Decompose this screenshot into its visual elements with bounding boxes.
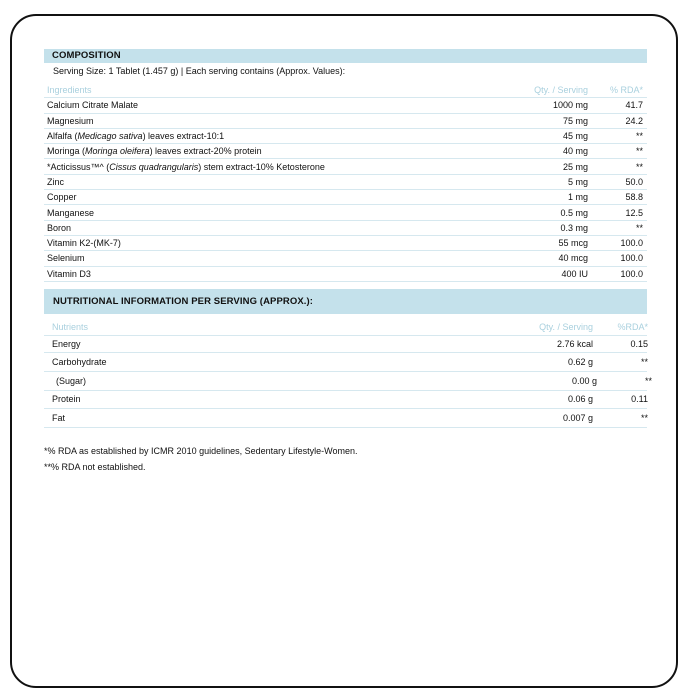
composition-header: COMPOSITION — [44, 49, 647, 63]
ingredient-rda: 50.0 — [625, 176, 643, 187]
nutrient-qty: 2.76 kcal — [556, 339, 593, 349]
ingredient-name-text: Vitamin D3 — [47, 268, 91, 279]
nutrient-rda: ** — [640, 413, 648, 424]
ingredient-name-text: *Acticissus™^ ( — [47, 161, 110, 172]
ingredient-qty: 0.3 mg — [560, 222, 588, 233]
ingredient-name — [44, 192, 447, 202]
ingredient-rda: ** — [635, 146, 643, 157]
column-header-qty: Qty. / Serving — [534, 85, 588, 96]
ingredient-name-text: Selenium — [47, 253, 85, 264]
nutrient-name: Protein — [52, 394, 81, 405]
ingredient-rda: 41.7 — [625, 100, 643, 111]
footnote-not-established: **% RDA not established. — [44, 462, 146, 472]
ingredient-name — [44, 223, 447, 233]
column-header-qty: Qty. / Serving — [539, 322, 593, 332]
ingredient-name — [44, 238, 447, 248]
table-row — [44, 159, 647, 174]
ingredient-name — [44, 146, 447, 156]
ingredient-rda: ** — [635, 161, 643, 172]
table-row — [44, 114, 647, 129]
nutrient-rda: ** — [640, 356, 648, 367]
composition-table — [44, 83, 647, 282]
ingredient-qty: 400 IU — [561, 268, 588, 279]
ingredient-qty: 75 mg — [562, 115, 588, 126]
ingredient-name-text: Boron — [47, 222, 72, 233]
ingredient-qty: 5 mg — [567, 176, 588, 187]
table-row — [44, 236, 647, 251]
nutrition-table-header — [44, 319, 647, 336]
ingredient-name-suffix: ) leaves extract-10:1 — [142, 131, 225, 142]
ingredient-name-suffix: ) stem extract-10% Ketosterone — [198, 161, 325, 172]
ingredient-name-text: Copper — [47, 192, 77, 203]
nutrient-qty: 0.62 g — [567, 356, 593, 367]
ingredient-rda: ** — [635, 131, 643, 142]
table-row — [44, 251, 647, 266]
serving-size-text: Serving Size: 1 Tablet (1.457 g) | Each serving contains (Approx. Values): — [53, 66, 346, 76]
column-header-rda: %RDA* — [617, 322, 648, 332]
ingredient-rda: 100.0 — [620, 253, 643, 264]
column-header-rda: % RDA* — [609, 85, 643, 96]
nutrient-name: Carbohydrate — [52, 356, 107, 367]
nutrient-qty: 0.00 g — [571, 375, 597, 386]
table-row — [44, 144, 647, 159]
ingredient-rda: 12.5 — [625, 207, 643, 218]
nutrient-name: Fat — [52, 413, 66, 424]
ingredient-botanical-name: Medicago sativa — [77, 131, 143, 142]
ingredient-qty: 55 mcg — [558, 238, 588, 249]
ingredient-qty: 40 mg — [562, 146, 588, 157]
ingredient-qty: 45 mg — [562, 131, 588, 142]
ingredient-name-text: Zinc — [47, 176, 65, 187]
ingredient-qty: 0.5 mg — [560, 207, 588, 218]
nutrient-rda: ** — [644, 375, 652, 386]
table-row — [44, 129, 647, 144]
nutrient-name: Energy — [52, 339, 81, 349]
table-row — [44, 190, 647, 205]
ingredient-qty: 1 mg — [567, 192, 588, 203]
table-row — [44, 267, 647, 282]
ingredient-rda: 100.0 — [620, 238, 643, 249]
ingredient-name-text: Manganese — [47, 207, 95, 218]
ingredient-name — [44, 269, 447, 279]
ingredient-qty: 1000 mg — [552, 100, 588, 111]
ingredient-name — [44, 162, 447, 172]
table-row — [44, 98, 647, 113]
ingredient-name — [44, 208, 447, 218]
ingredient-name-text: Magnesium — [47, 115, 94, 126]
table-row — [44, 372, 652, 391]
ingredient-rda: 58.8 — [625, 192, 643, 203]
nutrient-name: (Sugar) — [56, 375, 87, 386]
table-row — [44, 221, 647, 236]
ingredient-name — [44, 116, 447, 126]
table-row — [44, 409, 647, 428]
ingredient-rda: 100.0 — [620, 268, 643, 279]
ingredient-name-suffix: ) leaves extract-20% protein — [149, 146, 262, 157]
nutrition-header: NUTRITIONAL INFORMATION PER SERVING (APPROX.): — [44, 289, 647, 314]
nutrition-table — [44, 319, 652, 428]
column-header-ingredients: Ingredients — [47, 85, 92, 96]
ingredient-name-text: Calcium Citrate Malate — [47, 100, 139, 111]
ingredient-qty: 40 mcg — [558, 253, 588, 264]
table-row — [44, 205, 647, 220]
ingredient-name-text: Vitamin K2-(MK-7) — [47, 238, 121, 249]
table-row — [44, 336, 647, 353]
ingredient-rda: ** — [635, 222, 643, 233]
nutrient-qty: 0.007 g — [562, 413, 593, 424]
ingredient-botanical-name: Cissus quadrangularis — [109, 161, 199, 172]
table-row — [44, 391, 647, 410]
ingredient-qty: 25 mg — [562, 161, 588, 172]
table-row — [44, 175, 647, 190]
ingredient-name — [44, 131, 447, 141]
nutrient-qty: 0.06 g — [567, 394, 593, 405]
ingredient-name-text: Moringa ( — [47, 146, 86, 157]
ingredient-name-text: Alfalfa ( — [47, 131, 78, 142]
ingredient-botanical-name: Moringa oleifera — [85, 146, 150, 157]
ingredient-name — [44, 177, 447, 187]
ingredient-rda: 24.2 — [625, 115, 643, 126]
nutrient-rda: 0.15 — [630, 339, 648, 349]
nutrient-rda: 0.11 — [631, 394, 648, 405]
ingredient-name — [44, 253, 447, 263]
table-row — [44, 353, 647, 372]
footnote-rda: *% RDA as established by ICMR 2010 guidelines, Sedentary Lifestyle-Women. — [44, 446, 358, 456]
ingredient-name — [44, 100, 447, 110]
column-header-nutrients: Nutrients — [52, 322, 89, 332]
composition-table-header — [44, 83, 647, 98]
footnotes — [44, 443, 358, 475]
